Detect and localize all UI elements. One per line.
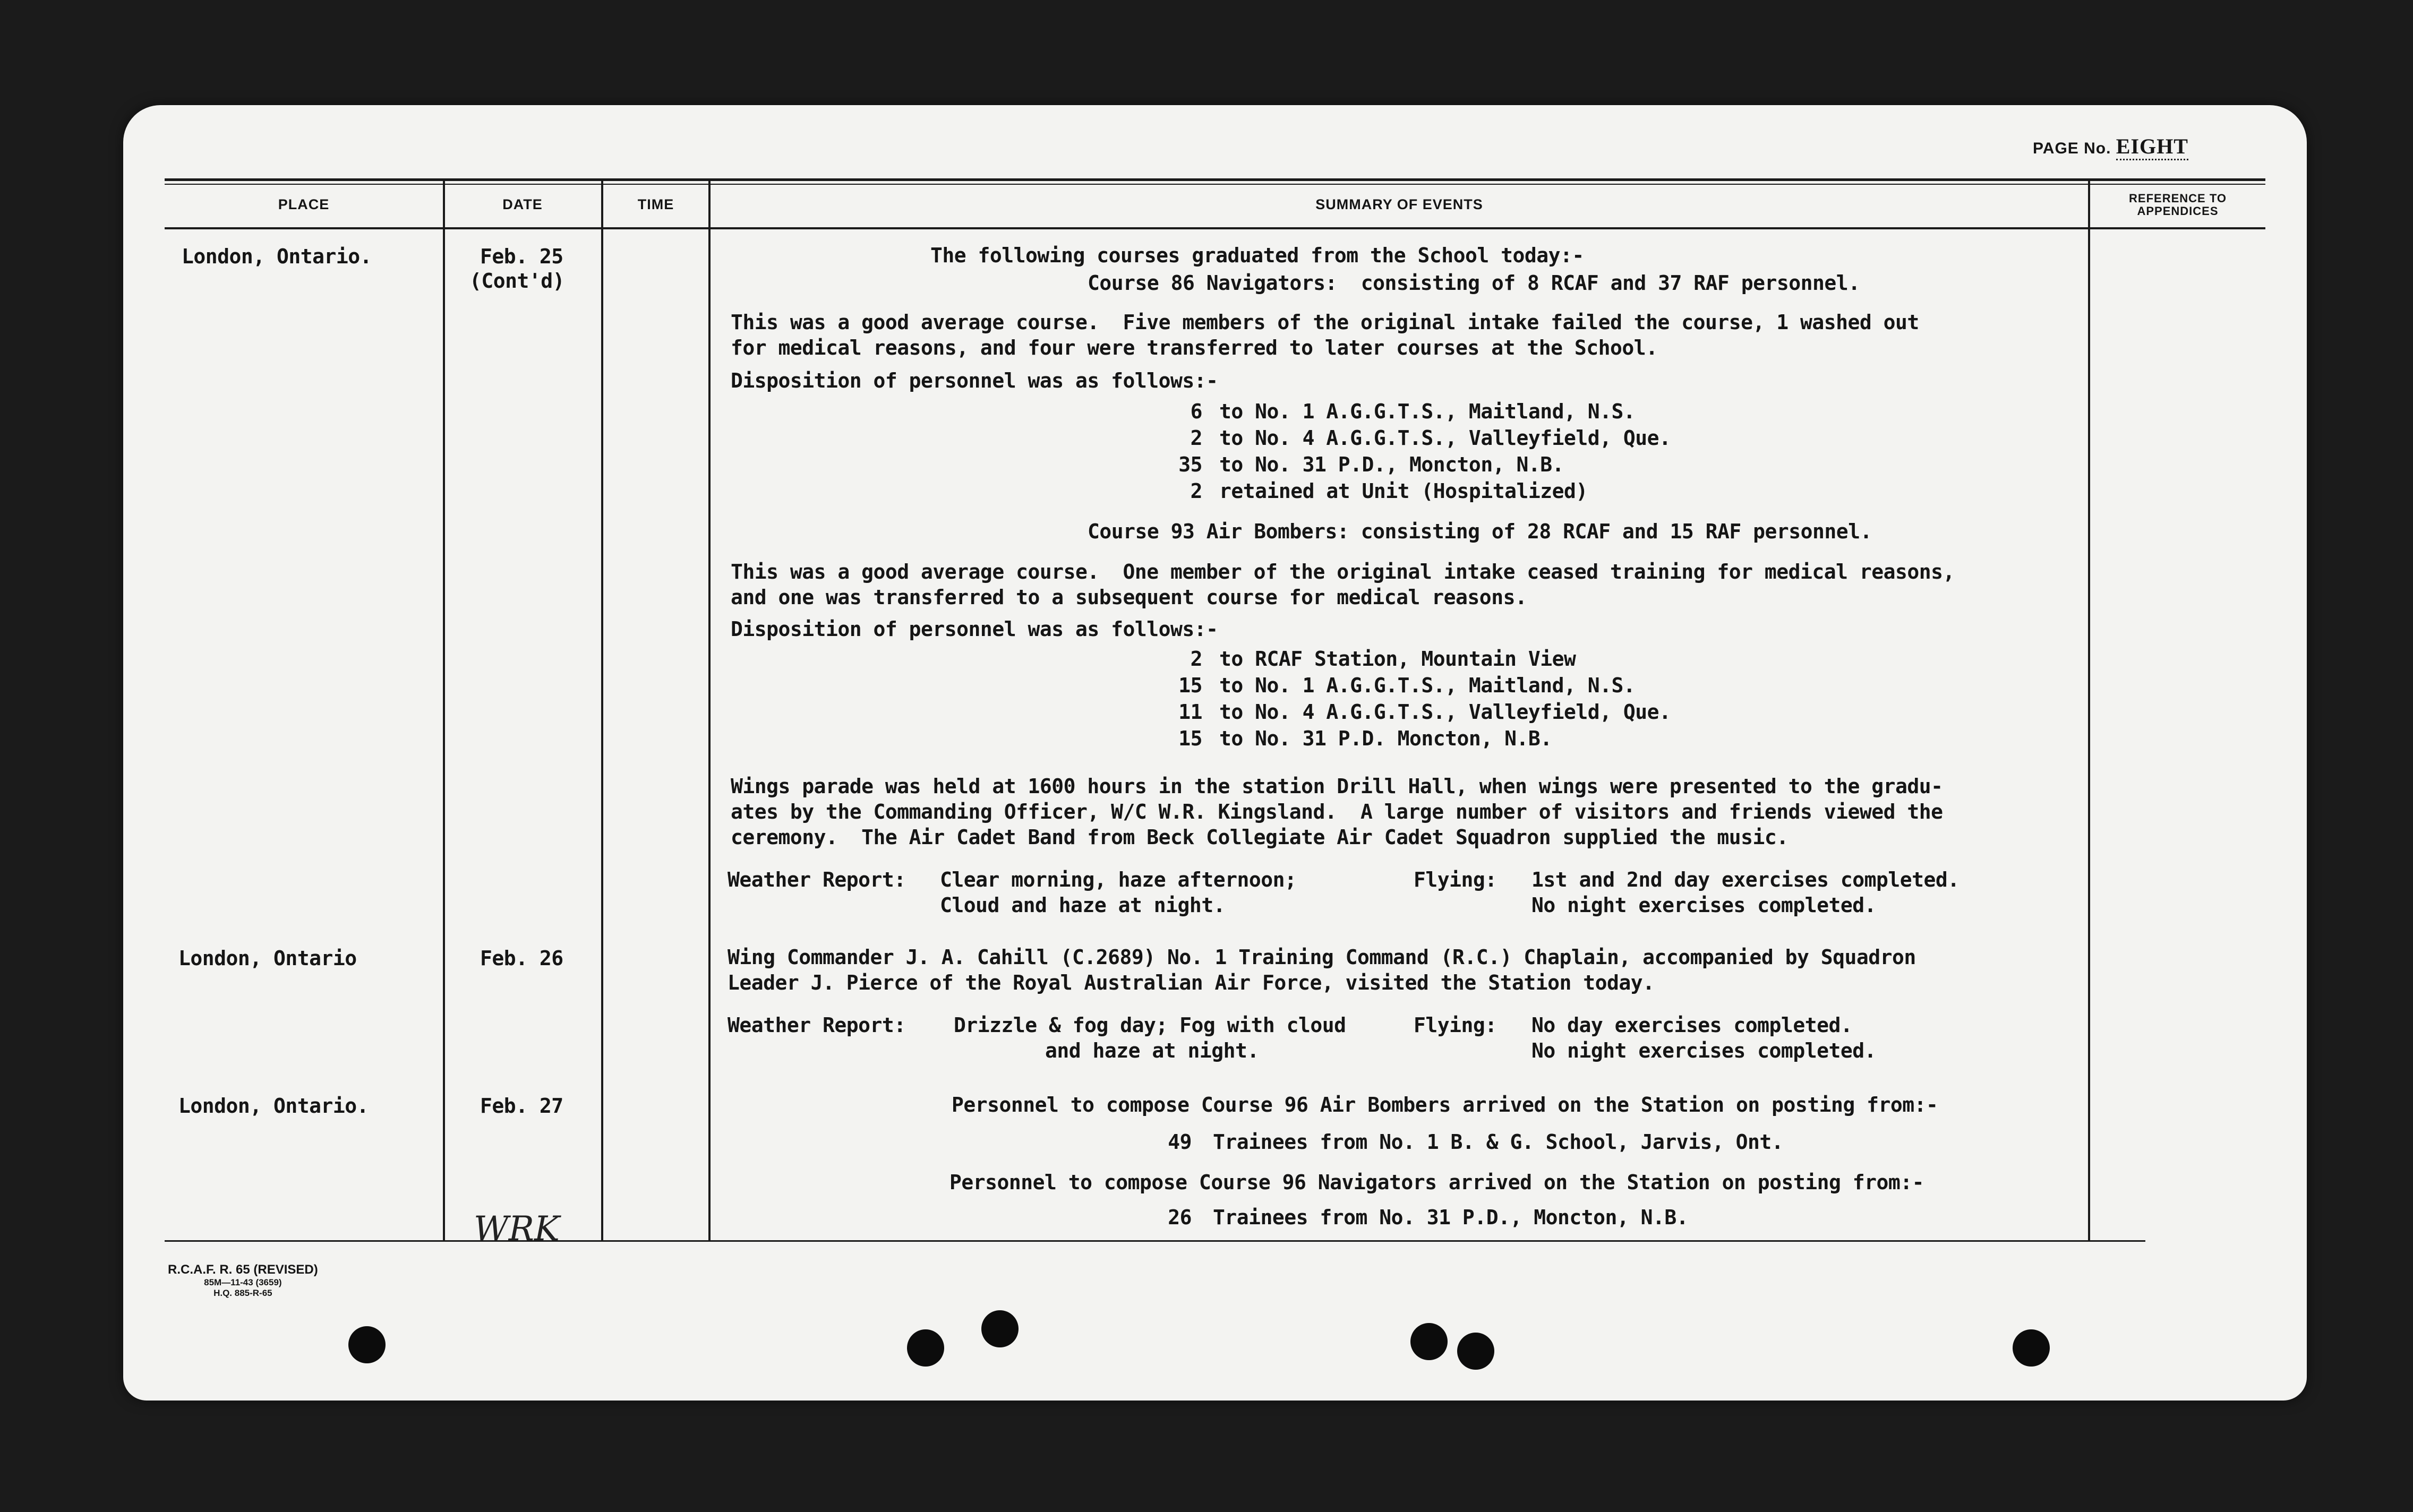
feb26-weather-1: Drizzle & fog day; Fog with cloud [954,1013,1346,1037]
feb25-disp1-n-3: 2 [1190,479,1202,503]
divider-summary-ref [2088,179,2090,1241]
feb25-course2-para-1: This was a good average course. One member of the original intake ceased training for medical reasons, [731,560,1955,583]
header-top-rule-2 [165,184,2265,185]
feb25-disp1-t-2: to No. 31 P.D., Moncton, N.B. [1219,453,1564,476]
feb25-course1-para-1: This was a good average course. Five members of the original intake failed the course, 1 washed out [731,311,1919,334]
form-hq: H.Q. 885-R-65 [213,1288,272,1298]
feb25-disp1-t-0: to No. 1 A.G.G.T.S., Maitland, N.S. [1219,400,1636,423]
entry-1-place: London, Ontario. [182,245,372,268]
feb25-wings-3: ceremony. The Air Cadet Band from Beck Collegiate Air Cadet Squadron supplied the music. [731,826,1789,849]
feb25-wings-2: ates by the Commanding Officer, W/C W.R. Kingsland. A large number of visitors and friends viewed the [731,800,1943,823]
feb27-para-2: Personnel to compose Course 96 Navigators arrived on the Station on posting from:- [949,1171,1924,1194]
feb25-flying-2: No night exercises completed. [1531,894,1876,917]
punch-hole [1410,1323,1448,1360]
feb25-disposition-label: Disposition of personnel was as follows:- [731,369,1218,392]
header-place: PLACE [278,196,330,212]
handwritten-initials: WRK [474,1209,560,1249]
diary-sheet [123,105,2307,1401]
feb26-para-2: Leader J. Pierce of the Royal Australian Air Force, visited the Station today. [728,971,1655,994]
page-number [2033,134,2188,160]
feb25-disp1-n-2: 35 [1178,453,1202,476]
form-footer [168,1262,318,1299]
feb25-disp2-n-1: 15 [1178,674,1202,697]
punch-hole [348,1326,386,1363]
feb25-disp1-n-0: 6 [1190,400,1202,423]
feb25-disp2-n-0: 2 [1190,647,1202,671]
feb25-course1-title: Course 86 Navigators: consisting of 8 RCAF and 37 RAF personnel. [1088,271,1860,295]
footer-rule [165,1240,2145,1242]
feb26-flying-2: No night exercises completed. [1531,1039,1876,1062]
feb25-disposition-label-2: Disposition of personnel was as follows:- [731,617,1218,641]
entry-1-date: Feb. 25 [480,245,563,268]
entry-2-date: Feb. 26 [480,947,563,970]
feb25-intro: The following courses graduated from the School today:- [930,244,1584,267]
header-time: TIME [637,196,674,212]
feb25-disp1-n-1: 2 [1190,426,1202,450]
divider-date-time [601,179,603,1241]
header-date: DATE [502,196,543,212]
feb25-disp2-t-0: to RCAF Station, Mountain View [1219,647,1576,671]
feb26-weather-label: Weather Report: [728,1013,906,1037]
feb26-flying-label: Flying: [1414,1013,1497,1037]
punch-hole [2013,1329,2050,1367]
punch-hole [981,1310,1019,1347]
feb26-weather-2: and haze at night. [1045,1039,1259,1062]
feb25-wings-1: Wings parade was held at 1600 hours in the station Drill Hall, when wings were presented to the gradu- [731,775,1943,798]
header-reference: REFERENCE TO APPENDICES [2129,192,2227,218]
feb25-weather-1: Clear morning, haze afternoon; [940,868,1297,891]
entry-2-place: London, Ontario [178,947,357,970]
feb25-disp1-t-1: to No. 4 A.G.G.T.S., Valleyfield, Que. [1219,426,1671,450]
divider-time-summary [708,179,711,1241]
feb25-disp1-t-3: retained at Unit (Hospitalized) [1219,479,1588,503]
entry-3-date: Feb. 27 [480,1094,563,1118]
divider-place-date [443,179,445,1241]
page-number-value: EIGHT [2116,134,2188,160]
feb26-para-1: Wing Commander J. A. Cahill (C.2689) No. 1 Training Command (R.C.) Chaplain, accompanied by Squadron [728,946,1916,969]
feb25-disp2-t-1: to No. 1 A.G.G.T.S., Maitland, N.S. [1219,674,1636,697]
header-summary: SUMMARY OF EVENTS [1315,196,1483,212]
punch-hole [1457,1333,1494,1370]
feb25-weather-2: Cloud and haze at night. [940,894,1226,917]
feb25-disp2-t-2: to No. 4 A.G.G.T.S., Valleyfield, Que. [1219,700,1671,724]
punch-hole [907,1329,944,1367]
feb27-row-2-n: 26 [1168,1206,1192,1229]
feb25-course1-para-2: for medical reasons, and four were transferred to later courses at the School. [731,336,1658,359]
feb25-flying-label: Flying: [1414,868,1497,891]
feb25-disp2-n-3: 15 [1178,727,1202,750]
entry-3-place: London, Ontario. [178,1094,369,1118]
feb27-row-2: Trainees from No. 31 P.D., Moncton, N.B. [1213,1206,1689,1229]
feb25-disp2-t-3: to No. 31 P.D. Moncton, N.B. [1219,727,1552,750]
feb27-row-1-n: 49 [1168,1130,1192,1154]
feb27-para-1: Personnel to compose Course 96 Air Bombers arrived on the Station on posting from:- [952,1093,1938,1116]
header-bottom-rule [165,227,2265,229]
form-code: 85M—11-43 (3659) [204,1277,282,1287]
feb25-course2-title: Course 93 Air Bombers: consisting of 28 RCAF and 15 RAF personnel. [1088,520,1872,543]
entry-1-date-contd: (Cont'd) [469,269,565,293]
form-number: R.C.A.F. R. 65 (REVISED) [168,1262,318,1277]
header-top-rule [165,178,2265,181]
feb25-weather-label: Weather Report: [728,868,906,891]
feb25-course2-para-2: and one was transferred to a subsequent course for medical reasons. [731,586,1527,609]
feb26-flying-1: No day exercises completed. [1531,1013,1853,1037]
feb27-row-1: Trainees from No. 1 B. & G. School, Jarvis, Ont. [1213,1130,1784,1154]
feb25-disp2-n-2: 11 [1178,700,1202,724]
page-number-label: PAGE No. [2033,140,2111,157]
feb25-flying-1: 1st and 2nd day exercises completed. [1531,868,1960,891]
